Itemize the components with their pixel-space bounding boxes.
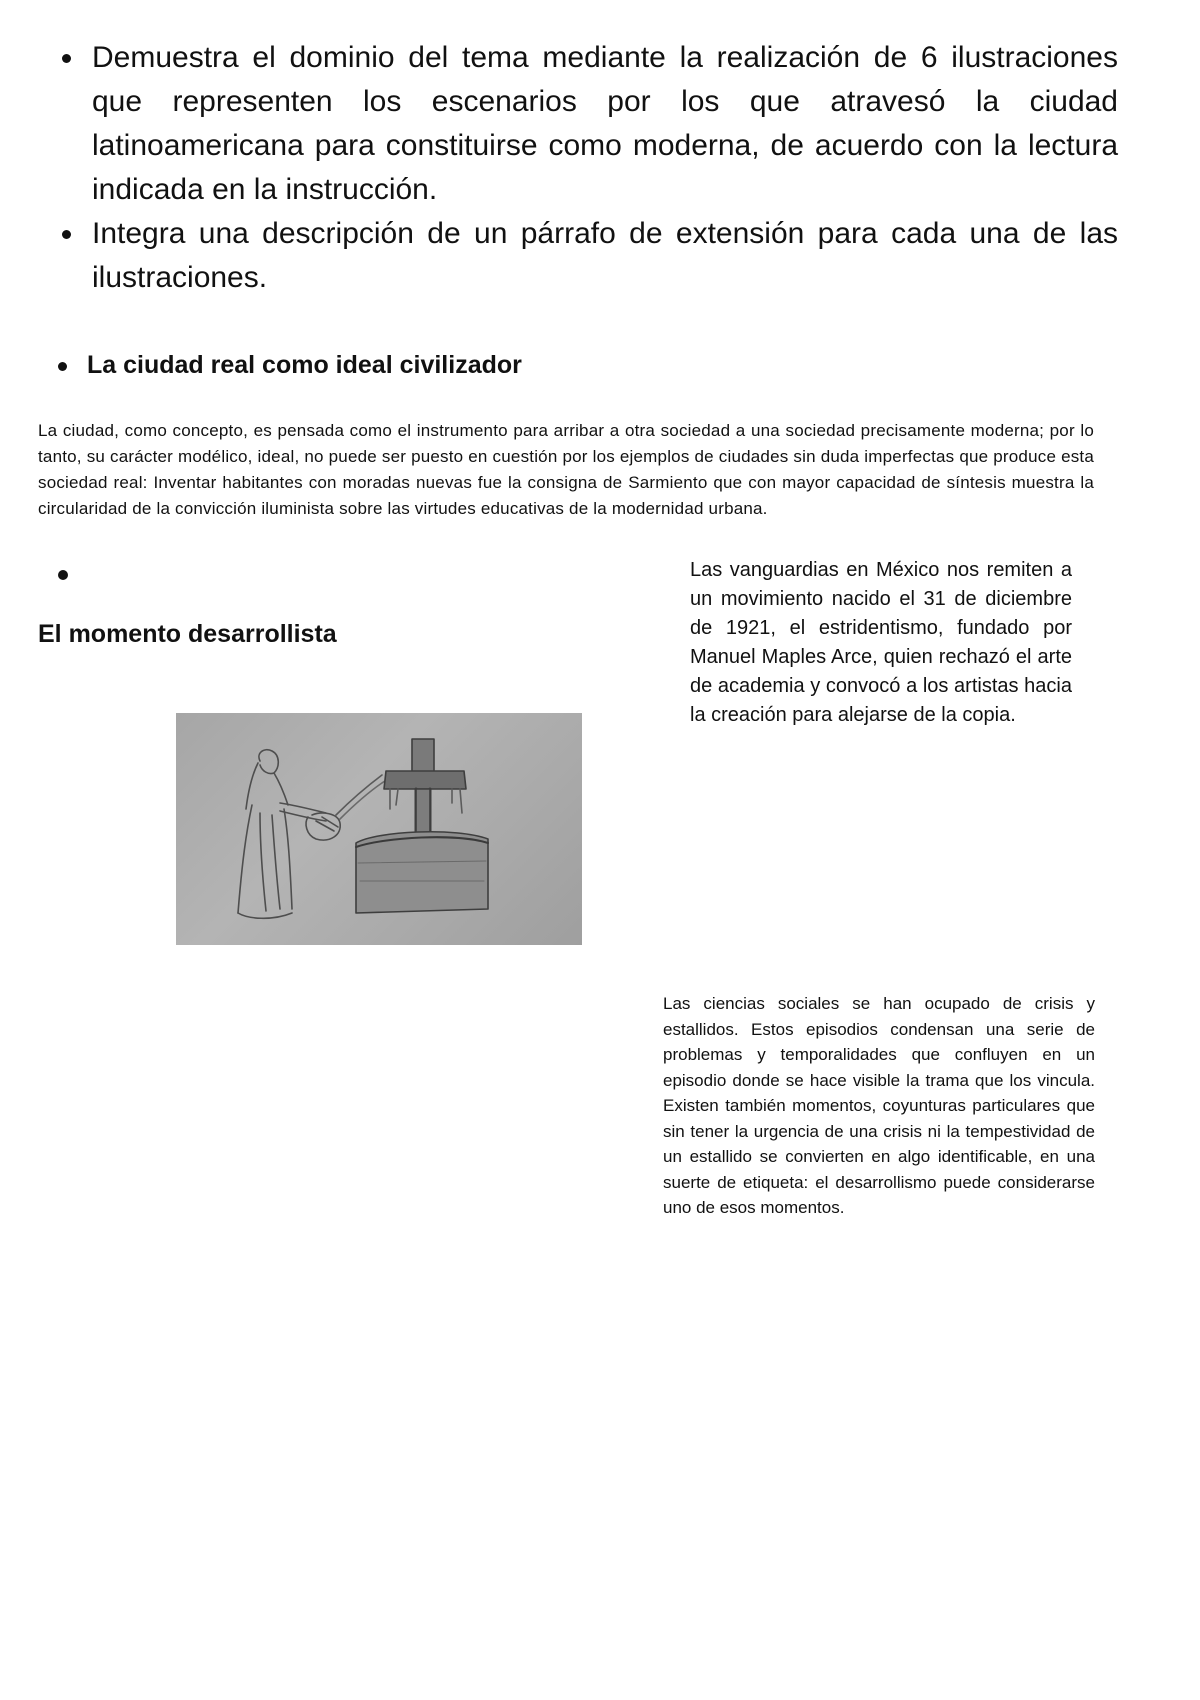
instruction-text: Demuestra el dominio del tema mediante la realización de 6 ilustraciones que representen los escenarios por los que atravesó la ciudad latinoamericana para constituirse como moderna, de acuerdo con la lectura indicada en la instrucción.	[92, 41, 1118, 206]
side-paragraph-vanguardias: Las vanguardias en México nos remiten a un movimiento nacido el 31 de diciembre de 1921, el estridentismo, fundado por Manuel Maples Arce, quien rechazó el arte de academia y convocó a los artistas hacia la creación para alejarse de la copia.	[690, 559, 1072, 726]
sketch-illustration	[176, 713, 582, 945]
section-heading-desarrollista: El momento desarrollista	[38, 620, 337, 648]
instruction-item	[58, 36, 1118, 212]
instruction-list	[58, 36, 1118, 300]
bullet-icon	[58, 362, 67, 371]
pencil-sketch-figure-pouring-water-cross-fountain-icon	[176, 713, 582, 945]
bullet-icon	[62, 54, 71, 63]
instruction-item	[58, 212, 1118, 300]
section-heading-text: La ciudad real como ideal civilizador	[87, 351, 522, 379]
bullet-icon	[58, 570, 68, 580]
section-paragraph: La ciudad, como concepto, es pensada como el instrumento para arribar a otra sociedad a una sociedad precisamente moderna; por lo tanto, su carácter modélico, ideal, no puede ser puesto en cuestión por los ejemplos de ciudades sin duda imperfectas que produce esta sociedad real: Inventar habitantes con moradas nuevas fue la consigna de Sarmiento que con mayor capacidad de síntesis muestra la circularidad de la convicción iluminista sobre las virtudes educativas de la modernidad urbana.	[38, 421, 1094, 518]
side-paragraph-ciencias-sociales: Las ciencias sociales se han ocupado de crisis y estallidos. Estos episodios condensan una serie de problemas y temporalidades que confluyen en un episodio donde se hace visible la trama que los vincula. Existen también momentos, coyunturas particulares que sin tener la urgencia de una crisis ni la tempestividad de un estallido se convierten en algo identificable, en una suerte de etiqueta: el desarrollismo puede considerarse uno de esos momentos.	[663, 994, 1095, 1217]
section-heading-ciudad-real	[58, 348, 758, 384]
bullet-icon	[62, 230, 71, 239]
instruction-text: Integra una descripción de un párrafo de extensión para cada una de las ilustraciones.	[92, 217, 1118, 294]
